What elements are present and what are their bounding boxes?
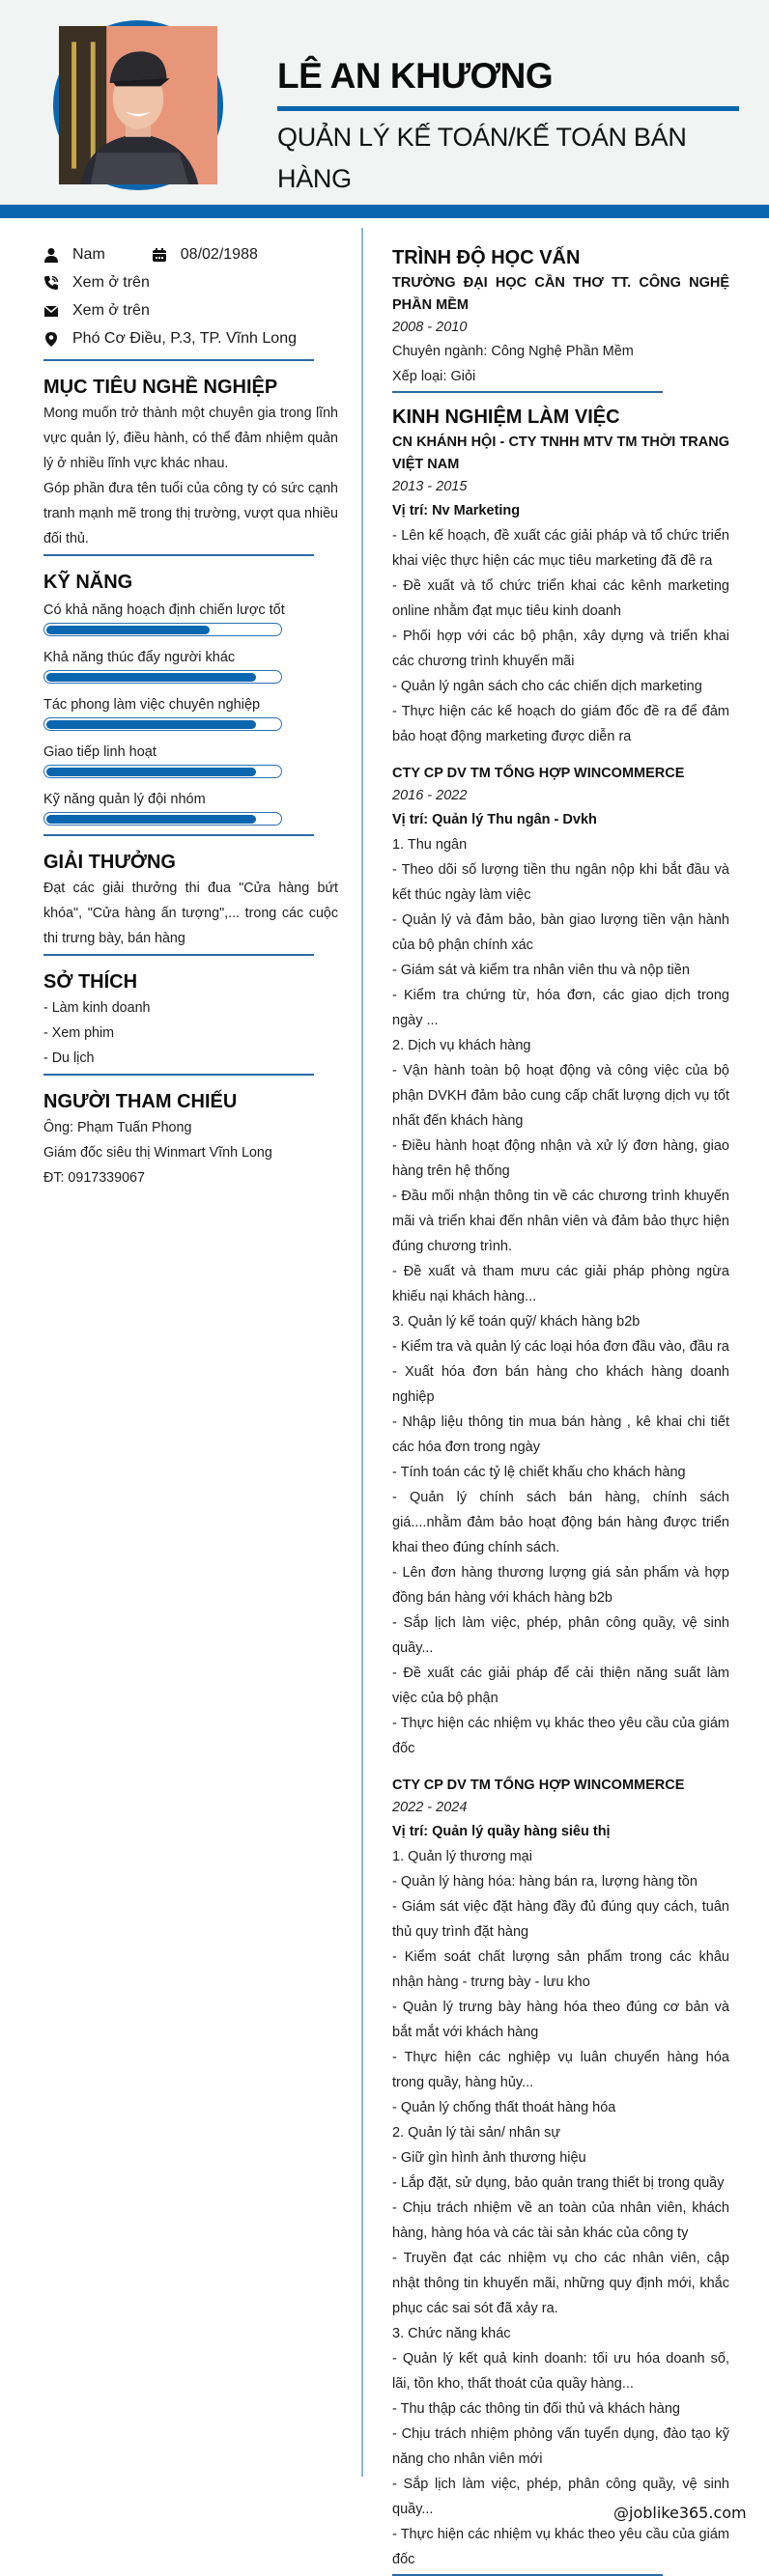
job-period: 2013 - 2015 — [392, 479, 468, 494]
job-entry — [392, 1775, 729, 2572]
phone-icon — [43, 275, 59, 291]
section-divider — [43, 554, 314, 556]
job-duty-line: - Quản lý kết quả kinh doanh: tối ưu hóa doanh số, lãi, tồn kho, thất thoát của quầy hàng... — [392, 2351, 729, 2392]
job-position: Vị trí: Quản lý Thu ngân - Dvkh — [392, 812, 597, 827]
job-duty-line: - Chịu trách nhiệm về an toàn của nhân viên, khách hàng, hàng hóa và các tài sản khác của công ty — [392, 2200, 729, 2241]
job-duty-line: 2. Quản lý tài sản/ nhân sự — [392, 2125, 561, 2141]
job-duty-line: - Theo dõi số lượng tiền thu ngân nộp khi bắt đầu và kết thúc ngày làm việc — [392, 862, 729, 903]
company-name: CTY CP DV TM TỔNG HỢP WINCOMMERCE — [392, 766, 685, 781]
company-name: CTY CP DV TM TỔNG HỢP WINCOMMERCE — [392, 1778, 685, 1793]
job-list — [392, 432, 729, 2572]
birthday-value: 08/02/1988 — [180, 245, 258, 263]
job-duty-line: - Điều hành hoạt động nhận và xử lý đơn hàng, giao hàng trên hệ thống — [392, 1138, 729, 1179]
job-duty-line: - Truyền đạt các nhiệm vụ cho các nhân viên, cập nhật thông tin khuyến mãi, những quy định mới, khắc phục các sai sót đã xảy ra. — [392, 2251, 729, 2316]
awards-text: Đạt các giải thưởng thi đua "Cửa hàng bứt khóa", "Cửa hàng ấn tượng",... trong các cuộc thi trưng bày, bán hàng — [43, 881, 338, 946]
hobby-item: - Làm kinh doanh — [43, 1000, 151, 1016]
awards-heading: GIẢI THƯỞNG — [43, 852, 176, 873]
job-duty-line: - Phối hợp với các bộ phận, xây dựng và triển khai các chương trình khuyến mãi — [392, 629, 729, 669]
column-divider — [361, 228, 363, 2477]
job-period: 2016 - 2022 — [392, 788, 468, 803]
address-row — [43, 324, 338, 352]
job-title: QUẢN LÝ KẾ TOÁN/KẾ TOÁN BÁN HÀNG — [277, 123, 687, 193]
skills-section — [43, 569, 338, 826]
job-duty-line: 1. Thu ngân — [392, 837, 468, 853]
skill-label: Tác phong làm việc chuyên nghiệp — [43, 697, 261, 713]
skill-level-bar — [43, 765, 282, 778]
candidate-name: LÊ AN KHƯƠNG — [277, 56, 554, 96]
job-duty-line: - Thực hiện các nghiệp vụ luân chuyển hàng hóa trong quầy, hàng hủy... — [392, 2050, 729, 2090]
job-duty-line: - Quản lý ngân sách cho các chiến dịch marketing — [392, 679, 702, 694]
skill-label: Giao tiếp linh hoạt — [43, 744, 157, 760]
name-underline — [277, 106, 739, 111]
skill-level-fill — [46, 768, 257, 776]
job-duty-line: - Thực hiện các kế hoạch do giám đốc đề ra để đảm bảo hoạt động marketing được diễn ra — [392, 704, 729, 744]
reference-line: ĐT: 0917339067 — [43, 1170, 145, 1186]
education-section — [392, 244, 729, 389]
education-heading: TRÌNH ĐỘ HỌC VẤN — [392, 247, 581, 268]
left-column — [43, 240, 338, 1190]
job-duty-line: - Lên kế hoạch, đề xuất các giải pháp và tổ chức triển khai việc thực hiện các mục tiêu marketing đã đề ra — [392, 528, 729, 569]
hobby-item: - Du lịch — [43, 1050, 95, 1066]
section-divider — [43, 359, 314, 361]
address-value: Phó Cơ Điều, P.3, TP. Vĩnh Long — [72, 329, 297, 347]
map-pin-icon — [43, 331, 59, 347]
job-duty-line: - Quản lý chính sách bán hàng, chính sách giá....nhằm đảm bảo hoạt động bán hàng được triển khai theo đúng chính sách. — [392, 1490, 729, 1555]
skills-heading: KỸ NĂNG — [43, 572, 133, 593]
job-duty-line: - Vận hành toàn bộ hoạt động và công việc của bộ phận DVKH đảm bảo cung cấp chất lượng dịch vụ tốt nhất đến khách hàng — [392, 1063, 729, 1129]
skills-list — [43, 598, 338, 826]
job-position: Vị trí: Nv Marketing — [392, 503, 521, 518]
job-duty-line: 2. Dịch vụ khách hàng — [392, 1038, 531, 1053]
skill-level-bar — [43, 812, 282, 826]
objective-paragraph: Mong muốn trở thành một chuyên gia trong lĩnh vực quản lý, điều hành, có thể đảm nhiệm quản lý ở nhiều lĩnh vực khác nhau. — [43, 406, 338, 471]
skill-level-fill — [46, 673, 257, 682]
job-duty-line: - Kiểm tra chứng từ, hóa đơn, các giao dịch trong ngày ... — [392, 988, 729, 1028]
job-duty-line: - Nhập liệu thông tin mua bán hàng , kê khai chi tiết các hóa đơn trong ngày — [392, 1414, 729, 1455]
job-duty-line: - Giám sát và kiểm tra nhân viên thu và nộp tiền — [392, 963, 690, 978]
objective-heading: MỤC TIÊU NGHỀ NGHIỆP — [43, 377, 278, 398]
reference-line: Ông: Phạm Tuấn Phong — [43, 1120, 192, 1135]
section-divider — [43, 834, 314, 836]
job-period: 2022 - 2024 — [392, 1800, 468, 1815]
skill-label: Kỹ năng quản lý đội nhóm — [43, 792, 206, 807]
reference-line: Giám đốc siêu thị Winmart Vĩnh Long — [43, 1145, 272, 1161]
skill-level-fill — [46, 626, 210, 634]
education-grade: Xếp loại: Giỏi — [392, 369, 476, 384]
job-duty-line: - Kiểm tra và quản lý các loại hóa đơn đầu vào, đầu ra — [392, 1339, 729, 1355]
job-duty-line: - Thu thập các thông tin đối thủ và khách hàng — [392, 2401, 680, 2417]
job-duty-line: - Thực hiện các nhiệm vụ khác theo yêu cầu của giám đốc — [392, 2527, 729, 2567]
calendar-icon — [152, 247, 167, 263]
skill-label: Có khả năng hoạch định chiến lược tốt — [43, 602, 285, 618]
company-name: CN KHÁNH HỘI - CTY TNHH MTV TM THỜI TRANG VIỆT NAM — [392, 434, 729, 472]
right-column — [392, 244, 729, 2576]
section-divider — [43, 954, 314, 956]
job-duty-line: - Kiểm soát chất lượng sản phẩm trong các khâu nhận hàng - trưng bày - lưu kho — [392, 1949, 729, 1990]
job-duty-line: - Quản lý trưng bày hàng hóa theo đúng cơ bản và bắt mắt với khách hàng — [392, 2000, 729, 2040]
hobby-item: - Xem phim — [43, 1025, 115, 1041]
awards-section — [43, 849, 338, 951]
skill-level-fill — [46, 815, 257, 824]
skill-level-fill — [46, 720, 257, 729]
job-duty-line: - Tính toán các tỷ lệ chiết khấu cho khách hàng — [392, 1465, 686, 1480]
job-duty-line: 1. Quản lý thương mại — [392, 1849, 532, 1864]
skill-label: Khả năng thúc đẩy người khác — [43, 650, 236, 665]
job-duty-line: - Đầu mối nhận thông tin về các chương trình khuyến mãi và triển khai đến nhân viên và đảm bảo thực hiện đúng chương trình. — [392, 1189, 729, 1254]
job-duty-line: - Lên đơn hàng thương lượng giá sản phẩm và hợp đồng bán hàng với khách hàng b2b — [392, 1565, 729, 1606]
job-duty-line: - Sắp lịch làm việc, phép, phân công quầy, vệ sinh quầy... — [392, 1615, 729, 1656]
objective-paragraph: Góp phần đưa tên tuổi của công ty có sức cạnh tranh mạnh mẽ trong thị trường, vượt qua nhiều đối thủ. — [43, 481, 338, 546]
skill-level-bar — [43, 717, 282, 731]
experience-heading: KINH NGHIỆM LÀM VIỆC — [392, 406, 620, 428]
education-period: 2008 - 2010 — [392, 320, 468, 335]
hobbies-section — [43, 968, 338, 1071]
section-divider — [392, 391, 663, 393]
job-duty-line: 3. Quản lý kế toán quỹ/ khách hàng b2b — [392, 1314, 641, 1330]
hobbies-heading: SỞ THÍCH — [43, 971, 138, 993]
job-duty-line: - Đề xuất các giải pháp để cải thiện năng suất làm việc của bộ phận — [392, 1666, 729, 1706]
education-major: Chuyên ngành: Công Nghệ Phần Mềm — [392, 344, 634, 359]
job-duty-line: - Quản lý hàng hóa: hàng bán ra, lượng hàng tồn — [392, 1874, 698, 1890]
job-duty-line: - Xuất hóa đơn bán hàng cho khách hàng doanh nghiệp — [392, 1364, 729, 1405]
job-duty-line: - Đề xuất và tham mưu các giải pháp phòng ngừa khiếu nại khách hàng... — [392, 1264, 729, 1304]
watermark: @joblike365.com — [613, 2504, 747, 2522]
experience-section — [392, 404, 729, 2572]
reference-section — [43, 1088, 338, 1190]
job-duty-line: 3. Chức năng khác — [392, 2326, 511, 2341]
skill-level-bar — [43, 670, 282, 684]
skill-level-bar — [43, 623, 282, 636]
job-duty-line: - Quản lý và đảm bảo, bàn giao lượng tiền vận hành của bộ phận chính xác — [392, 912, 729, 953]
school-name: TRƯỜNG ĐẠI HỌC CẦN THƠ TT. CÔNG NGHỆ PHẦN MỀM — [392, 275, 729, 313]
job-duty-line: - Giữ gìn hình ảnh thương hiệu — [392, 2150, 586, 2166]
phone-value: Xem ở trên — [72, 273, 150, 291]
phone-row — [43, 268, 338, 296]
header-band — [0, 205, 769, 218]
job-duty-line: - Thực hiện các nhiệm vụ khác theo yêu cầu của giám đốc — [392, 1716, 729, 1756]
objective-section — [43, 374, 338, 551]
job-entry — [392, 763, 729, 1761]
gender: Nam — [72, 245, 105, 263]
gender-birthday-row — [43, 240, 338, 268]
email-row — [43, 296, 338, 324]
job-duty-line: - Giám sát việc đặt hàng đầy đủ đúng quy cách, tuân thủ quy trình đặt hàng — [392, 1899, 729, 1940]
person-icon — [43, 247, 59, 263]
job-duty-line: - Quản lý chống thất thoát hàng hóa — [392, 2100, 616, 2115]
birthday — [152, 246, 258, 264]
job-duty-line: - Đề xuất và tổ chức triển khai các kênh marketing online nhằm đạt mục tiêu kinh doanh — [392, 578, 729, 619]
reference-heading: NGƯỜI THAM CHIẾU — [43, 1091, 238, 1112]
job-position: Vị trí: Quản lý quầy hàng siêu thị — [392, 1824, 611, 1839]
job-duty-line: - Lắp đặt, sử dụng, bảo quản trang thiết bị trong quầy — [392, 2175, 725, 2191]
job-entry — [392, 432, 729, 749]
job-duty-line: - Sắp lịch làm việc, phép, phân công quầy, vệ sinh quầy... — [392, 2477, 729, 2517]
avatar-photo — [53, 20, 223, 190]
job-duty-line: - Chịu trách nhiệm phỏng vấn tuyển dụng, đào tạo kỹ năng cho nhân viên mới — [392, 2426, 729, 2467]
email-value: Xem ở trên — [72, 301, 150, 319]
envelope-icon — [43, 303, 59, 319]
section-divider — [43, 1074, 314, 1076]
